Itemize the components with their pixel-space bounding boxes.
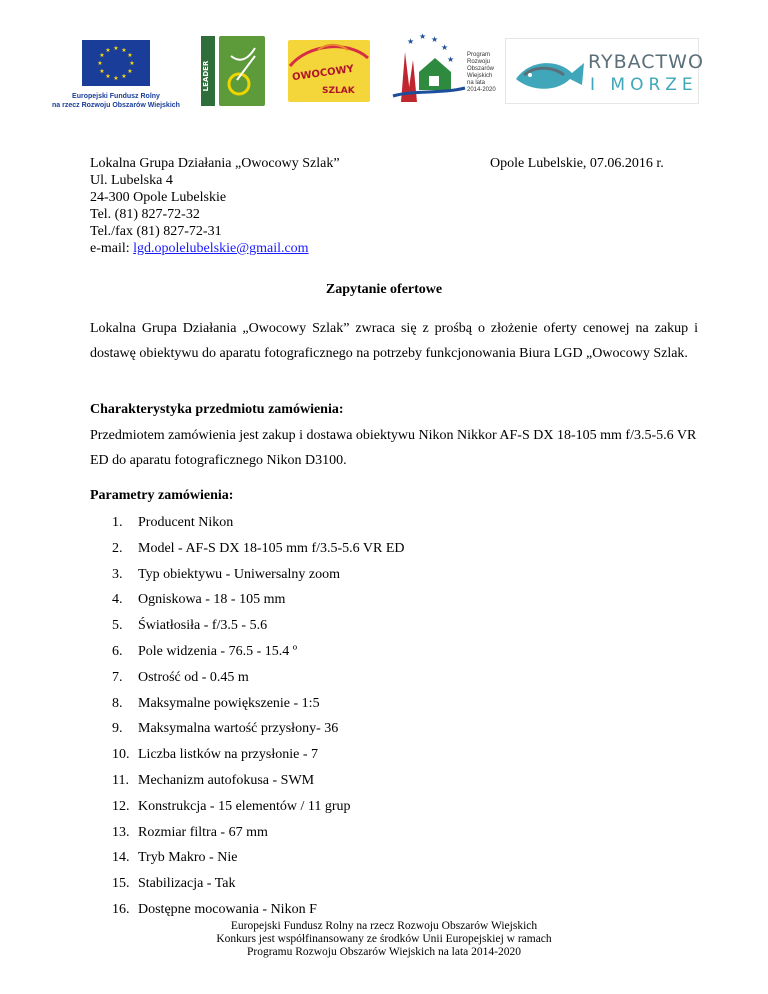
parameter-number: 15. xyxy=(112,876,130,892)
parameters-list xyxy=(112,513,405,926)
parameter-number: 8. xyxy=(112,695,123,711)
parameter-item xyxy=(112,513,405,539)
parameter-number: 3. xyxy=(112,566,123,582)
parameter-number: 10. xyxy=(112,747,130,763)
parameter-number: 6. xyxy=(112,643,123,659)
prow-logo xyxy=(385,32,500,106)
svg-text:★: ★ xyxy=(113,45,119,52)
szlak-logo-word: SZLAK xyxy=(322,86,355,96)
document-date: Opole Lubelskie, 07.06.2016 r. xyxy=(490,156,664,171)
svg-text:★: ★ xyxy=(441,43,449,52)
parameter-number: 4. xyxy=(112,592,123,608)
parameter-text: Ostrość od - 0.45 m xyxy=(138,669,249,685)
parameter-text: Maksymalna wartość przysłony- 36 xyxy=(138,721,339,737)
sender-fax: Tel./fax (81) 827-72-31 xyxy=(90,224,222,239)
svg-text:★: ★ xyxy=(447,55,455,64)
leader-logo xyxy=(201,36,267,106)
parameter-item xyxy=(112,797,405,823)
parameter-text: Model - AF-S DX 18-105 mm f/3.5-5.6 VR ED xyxy=(138,540,405,556)
rybactwo-i-morze-logo xyxy=(505,38,704,104)
svg-text:★: ★ xyxy=(129,60,135,67)
parameter-item xyxy=(112,694,405,720)
svg-text:★: ★ xyxy=(121,47,127,54)
sender-name: Lokalna Grupa Działania „Owocowy Szlak” xyxy=(90,156,340,171)
svg-text:★: ★ xyxy=(127,52,133,59)
rybactwo-logo-word: RYBACTWO xyxy=(588,51,704,73)
parameter-text: Liczba listków na przysłonie - 7 xyxy=(138,747,319,763)
parameter-number: 12. xyxy=(112,798,130,814)
parameter-item xyxy=(112,771,405,797)
prow-logo-caption: Program Rozwoju Obszarów Wiejskich na lata 2014-2020 xyxy=(467,52,496,93)
parameter-text: Tryb Makro - Nie xyxy=(138,850,238,866)
parameter-number: 16. xyxy=(112,901,130,917)
eu-logo-caption: Europejski Fundusz Rolny na rzecz Rozwoju Obszarów Wiejskich xyxy=(52,93,180,109)
svg-text:★: ★ xyxy=(99,68,105,75)
parameter-item xyxy=(112,874,405,900)
svg-text:LEADER: LEADER xyxy=(202,60,210,92)
parameter-item xyxy=(112,823,405,849)
parameter-text: Ogniskowa - 18 - 105 mm xyxy=(138,592,286,608)
parameter-text: Pole widzenia - 76.5 - 15.4 º xyxy=(138,643,298,659)
eu-flag-icon xyxy=(82,40,150,86)
parameter-text: Stabilizacja - Tak xyxy=(138,876,236,892)
owocowy-logo-word: OWOCOWY xyxy=(291,63,355,84)
parameter-item xyxy=(112,642,405,668)
email-link[interactable]: lgd.opolelubelskie@gmail.com xyxy=(133,241,309,256)
svg-text:★: ★ xyxy=(127,68,133,75)
footer-line-3: Programu Rozwoju Obszarów Wiejskich na lata 2014-2020 xyxy=(247,946,521,958)
parameter-text: Konstrukcja - 15 elementów / 11 grup xyxy=(138,798,351,814)
parameter-item xyxy=(112,745,405,771)
sender-street: Ul. Lubelska 4 xyxy=(90,173,173,188)
characteristics-paragraph: Przedmiotem zamówienia jest zakup i dostawa obiektywu Nikon Nikkor AF-S DX 18-105 mm f/3.5-5.6 VR ED do aparatu fotograficznego Nikon D3100. xyxy=(90,428,697,468)
intro-paragraph: Lokalna Grupa Działania „Owocowy Szlak” zwraca się z prośbą o złożenie oferty cenowej na zakup i dostawę obiektywu do aparatu fotograficznego na potrzeby funkcjonowania Biura LGD „Owocowy Szlak. xyxy=(90,321,698,361)
email-label: e-mail: xyxy=(90,241,134,256)
sender-city: 24-300 Opole Lubelskie xyxy=(90,190,227,205)
parameter-item xyxy=(112,565,405,591)
i-morze-logo-word: I MORZE xyxy=(590,75,698,95)
parameter-item xyxy=(112,848,405,874)
parameter-item xyxy=(112,539,405,565)
parameter-item xyxy=(112,616,405,642)
svg-text:★: ★ xyxy=(419,32,427,41)
page-footer xyxy=(0,920,768,959)
sender-address-block xyxy=(90,155,340,257)
svg-text:★: ★ xyxy=(431,35,439,44)
parameter-item xyxy=(112,668,405,694)
parameter-number: 9. xyxy=(112,721,123,737)
svg-text:★: ★ xyxy=(113,75,119,82)
parameter-text: Dostępne mocowania - Nikon F xyxy=(138,901,317,917)
parameter-item xyxy=(112,590,405,616)
parameter-text: Typ obiektywu - Uniwersalny zoom xyxy=(138,566,340,582)
owocowy-szlak-logo xyxy=(288,40,370,102)
svg-text:★: ★ xyxy=(121,73,127,80)
document-title: Zapytanie ofertowe xyxy=(325,282,443,297)
parameter-number: 5. xyxy=(112,618,123,634)
footer-line-2: Konkurs jest współfinansowany ze środków Unii Europejskiej w ramach xyxy=(216,933,552,945)
logo-bar xyxy=(0,28,768,108)
svg-text:★: ★ xyxy=(407,37,415,46)
parameter-number: 11. xyxy=(112,772,129,788)
svg-text:★: ★ xyxy=(97,60,103,67)
parameter-text: Światłosiła - f/3.5 - 5.6 xyxy=(138,618,268,634)
footer-line-1: Europejski Fundusz Rolny na rzecz Rozwoju Obszarów Wiejskich xyxy=(230,920,538,932)
sender-email-line xyxy=(90,240,340,257)
parameter-number: 13. xyxy=(112,824,130,840)
parameter-text: Rozmiar filtra - 67 mm xyxy=(138,824,268,840)
section-heading-parameters: Parametry zamówienia: xyxy=(90,488,234,503)
svg-text:★: ★ xyxy=(105,47,111,54)
svg-text:★: ★ xyxy=(99,52,105,59)
svg-text:★: ★ xyxy=(105,73,111,80)
parameter-text: Mechanizm autofokusa - SWM xyxy=(138,772,315,788)
sender-phone: Tel. (81) 827-72-32 xyxy=(90,207,200,222)
eu-logo xyxy=(42,38,190,116)
parameter-number: 14. xyxy=(112,850,130,866)
parameter-number: 2. xyxy=(112,540,123,556)
section-heading-characteristics: Charakterystyka przedmiotu zamówienia: xyxy=(90,402,344,417)
parameter-text: Producent Nikon xyxy=(138,515,234,530)
parameter-text: Maksymalne powiększenie - 1:5 xyxy=(138,695,320,711)
parameter-number: 7. xyxy=(112,669,123,685)
parameter-item xyxy=(112,719,405,745)
parameter-number: 1. xyxy=(112,515,123,530)
